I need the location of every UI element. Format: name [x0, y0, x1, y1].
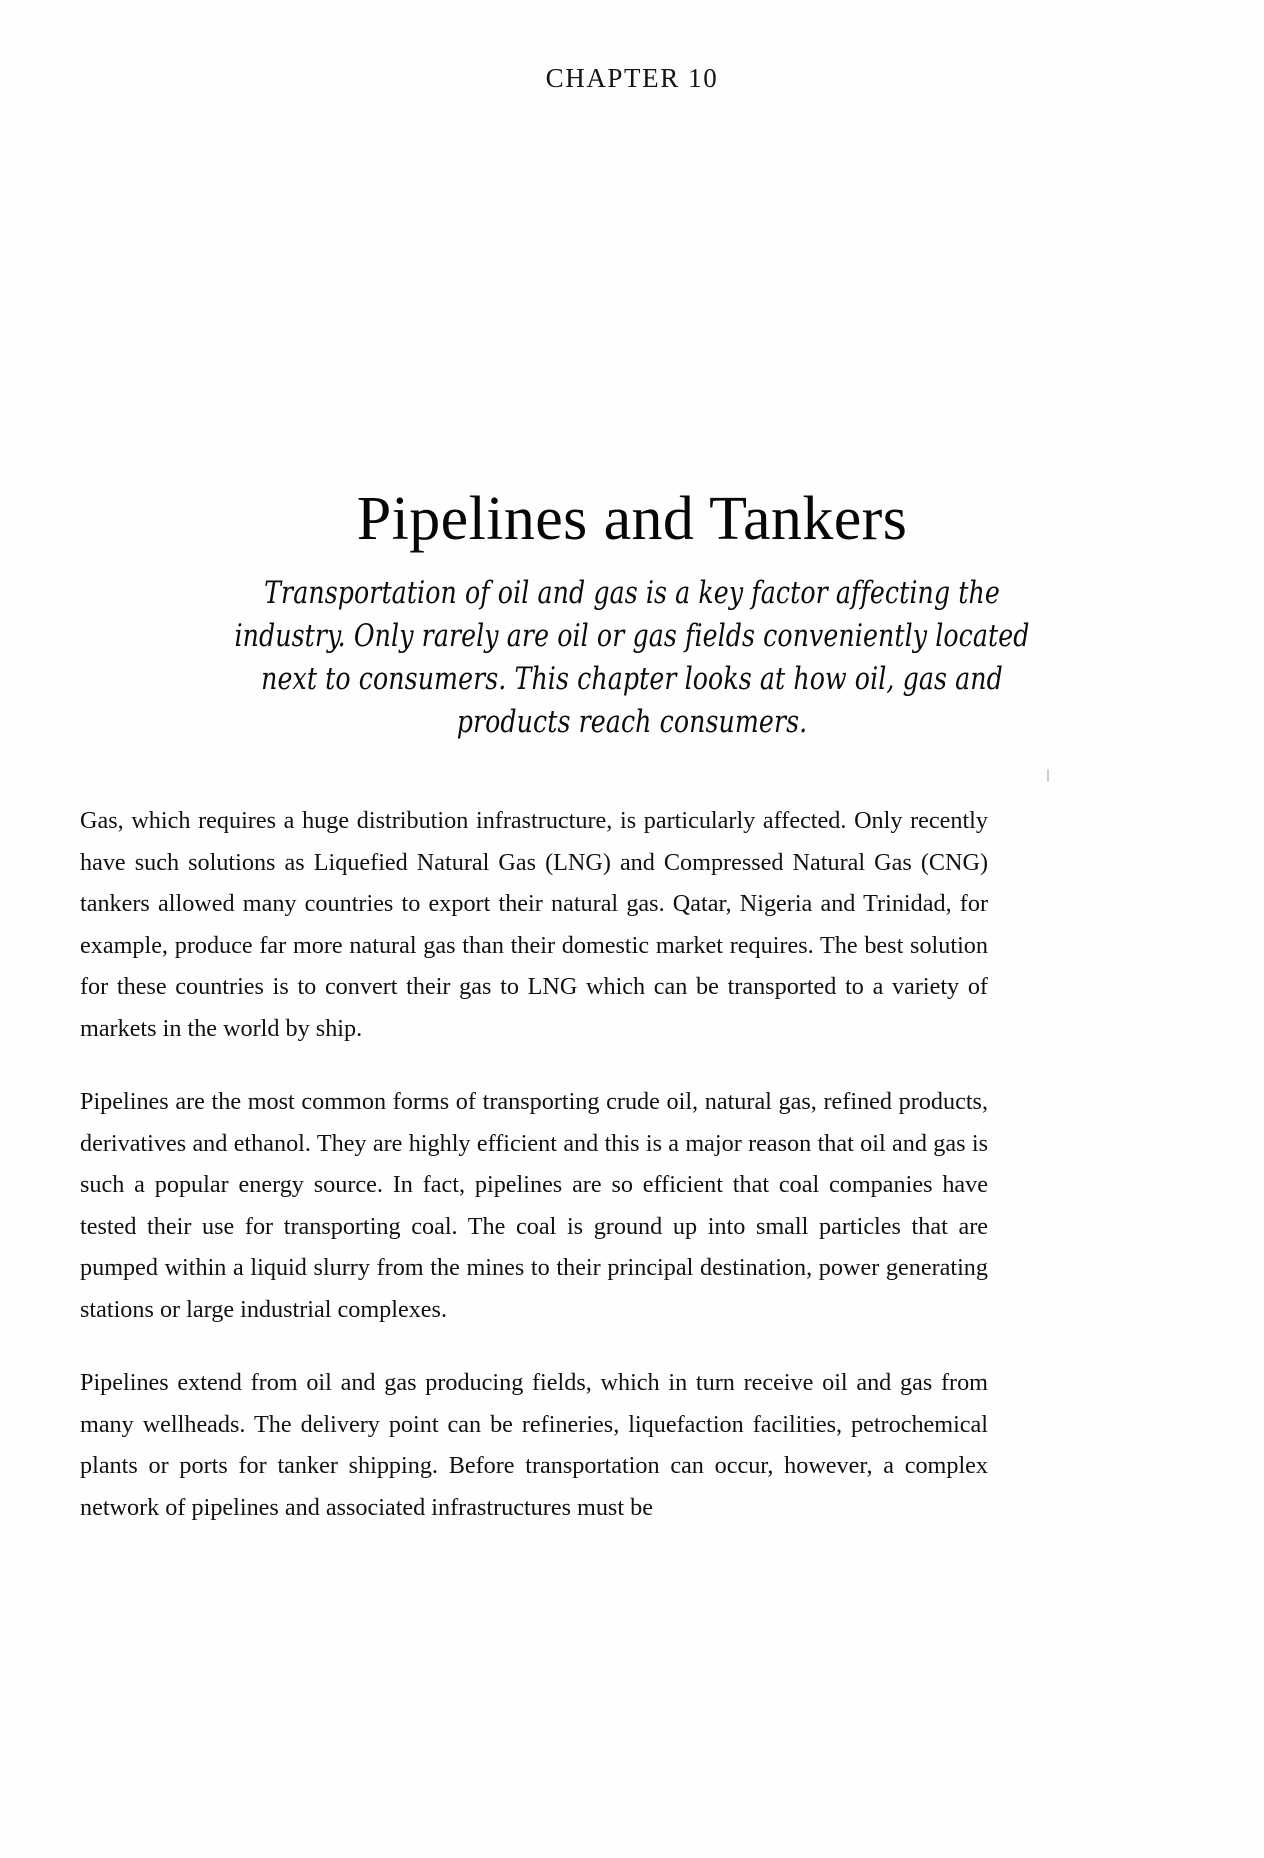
- standfirst-line-2: industry. Only rarely are oil or gas fields conveniently located: [234, 619, 1030, 654]
- chapter-standfirst: [190, 572, 1073, 744]
- standfirst-line-3: next to consumers. This chapter looks at how oil, gas and: [261, 662, 1003, 697]
- body-paragraph: Pipelines extend from oil and gas producing fields, which in turn receive oil and gas from many wellheads. The delivery point can be refineries, liquefaction facilities, petrochemical plants or ports for tanker shipping. Before transportation can occur, however, a complex network of pipelines and associated infrastructures must be: [80, 1369, 988, 1521]
- chapter-label: CHAPTER 10: [545, 63, 719, 93]
- body-paragraph: Pipelines are the most common forms of transporting crude oil, natural gas, refined products, derivatives and ethanol. They are highly efficient and this is a major reason that oil and gas is such a popular energy source. In fact, pipelines are so efficient that coal companies have tested their use for transporting coal. The coal is ground up into small particles that are pumped within a liquid slurry from the mines to their principal destination, power generating stations or large industrial complexes.: [80, 1088, 988, 1323]
- scan-artifact-mark: [1047, 769, 1049, 782]
- standfirst-line-4: products reach consumers.: [456, 705, 808, 740]
- standfirst-line-1: Transportation of oil and gas is a key factor affecting the: [264, 576, 1000, 611]
- page-title: Pipelines and Tankers: [356, 484, 908, 553]
- body-paragraph: Gas, which requires a huge distribution infrastructure, is particularly affected. Only recently have such solutions as Liquefied Natural Gas (LNG) and Compressed Natural Gas (CNG) tankers allowed many countries to export their natural gas. Qatar, Nigeria and Trinidad, for example, produce far more natural gas than their domestic market requires. The best solution for these countries is to convert their gas to LNG which can be transported to a variety of markets in the world by ship.: [80, 807, 988, 1042]
- body-copy: [80, 800, 988, 1528]
